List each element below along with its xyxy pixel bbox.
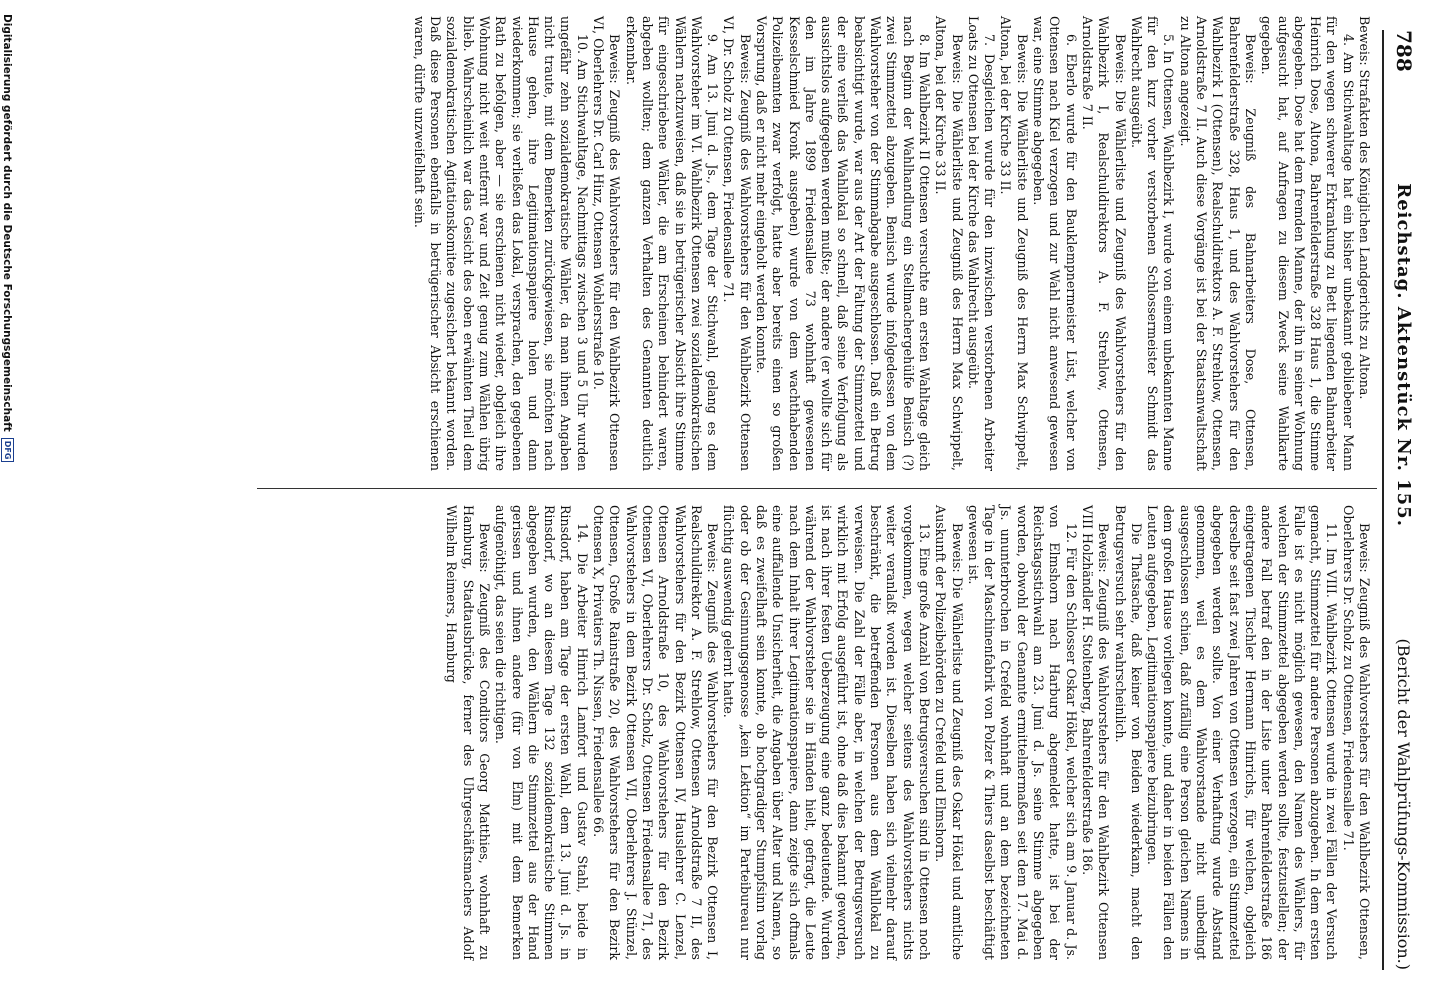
paragraph: Beweis: Zeugniß des Wahlvorstehers für den Wahlbezirk Ottensen VIII Holzhändler H. Stoltenberg, Bahrenfelderstraße 186.: [1079, 505, 1112, 960]
paragraph: 6. Eberlo wurde für den Bauklempnermeister Lüst, welcher von Ottensen nach Kiel verzogen und zur Wahl nicht anwesend gewesen war, eine Stimme abgegeben.: [1031, 16, 1079, 471]
paragraph: 14. Die Arbeiter Hinrich Lamfort und Gustav Stahl, beide in Rinsdorf, haben am Tage der ersten Wahl, dem 13. Juni d. Js. in Rinsdorf, wo an diesem Tage 132 sozialdemokratische Stimmen abgegeben wurden, den Wählern die Stimmzettel aus der Hand gerissen und ihnen andere (für von Elm) mit dem Bemerken aufgenöthigt, das seien die richtigen.: [493, 505, 590, 960]
dfg-logo-icon: DFG: [1, 438, 14, 463]
column-divider: [257, 488, 1377, 489]
paragraph: 8. Im Wahlbezirk II Ottensen versuchte am ersten Wahltage gleich nach Beginn der Wahlhandlung ein Stellmachergehülfe Benisch (?) zwei Stimmzettel abzugeben. Benisch wurde infolgedessen von dem Wahlvorsteher von der Stimmabgabe ausgeschlossen. Daß ein Betrug beabsichtigt wurde, war aus der Art der Faltung der Stimmzettel und der eine verließ das Wahllokal so schnell, daß seine Verfolgung als aussichtslos aufgegeben werden mußte; der andere (er wollte sich für den im Jahre 1899 Friedensallee 73 wohnhaft gewesenen Kesselschmied Kronk ausgeben) wurde von dem wachthabenden Polizeibeamten zwar verfolgt, hatte aber bereits einen so großen Vorsprung, daß er nicht mehr eingeholt werden konnte.: [754, 16, 932, 471]
digitization-footer: [0, 0, 14, 1000]
paragraph: 11. Im VIII. Wahlbezirk Ottensen wurde in zwei Fällen der Versuch gemacht, Stimmzettel für andere Personen abzugeben. In dem ersten Falle ist es nicht möglich gewesen, den Namen des Wählers, für welchen der Stimmzettel abgegeben werden sollte, festzustellen; der andere Fall betraf den in der Liste unter Bahrenfelderstraße 186 eingetragenen Tischler Hermann Hinrichs, für welchen, obgleich derselbe seit fast zwei Jahren von Ottensen verzogen, ein Stimmzettel abgegeben werden sollte. Von einer Verhaftung wurde Abstand genommen, weil es dem Wahlvorstande nicht unbedingt ausgeschlossen schien, daß zufällig eine Person gleichen Namens in dem großen Hause vorliegen konnte, und daher in beiden Fällen den Leuten aufgegeben, Legitimationspapiere beizubringen.: [1145, 505, 1340, 960]
right-column: [443, 505, 1372, 960]
paragraph: 10. Am Stichwahltage, Nachmittags zwischen 3 und 5 Uhr wurden ungefähr zehn sozialdemokratische Wähler, da man ihnen Angaben nicht traute, mit dem Bemerken zurückgewiesen, sie möchten nach Hause gehen, ihre Legitimationspapiere holen und dann wiederkommen; sie verließen das Lokal, versprachen, den gegebenen Rath zu befolgen, aber — sie erschienen nicht wieder, obgleich ihre Wohnung nicht weit entfernt war und Zeit genug zum Wählen übrig blieb. Wahrscheinlich war das Gesicht des oben erwähnten Theil dem sozialdemokratischen Agitationskomitee zugesichert bekannt worden. Daß diese Personen ebenfalls in betrügerischer Absicht erschienen waren, dürfte unzweifelhaft sein.: [411, 16, 590, 471]
paragraph: Beweis: Die Wählerliste und Zeugniß des Wahlvorstehers für den Wahlbezirk I, Realschuldirektors A. F. Strehlow, Ottensen, Arnoldstraße 7 II.: [1079, 16, 1128, 471]
page-header: [1382, 30, 1424, 970]
paragraph: 4. Am Stichwahltage hat ein bisher unbekannt gebliebener Mann für den wegen schwerer Erkrankung zu Bett liegenden Bahnarbeiter Heinrich Dose, Altona, Bahrenfelderstraße 328 Haus 1, die Stimme abgegeben. Dose hat dem fremden Manne, der ihn in seiner Wohnung aufgesucht hat, auf Anfragen zu diesem Zweck seine Wahlkarte gegeben.: [1259, 16, 1356, 471]
paragraph: Beweis: Zeugniß des Bahnarbeiters Dose, Ottensen, Bahrenfelderstraße 328, Haus 1, und des Wahlvorstehers für den Wahlbezirk I (Ottensen), Realschuldirektors A. F. Strehlow, Ottensen, Arnoldstraße 7 II. Auch diese Vorgänge ist bei der Staatsanwaltschaft zu Altona angezeigt.: [1177, 16, 1258, 471]
paragraph: Beweis: Zeugniß des Wahlvorstehers für den Bezirk Ottensen I, Realschuldirektor A. F. Strehlow, Ottensen Arnoldstraße 7 II, des Wahlvorstehers für den Bezirk Ottensen IV, Hauslehrer C. Lenzel, Ottensen Arnoldstraße 10, des Wahlvorstehers für den Bezirk Ottensen VI, Oberlehrers Dr. Scholz, Ottensen Friedensallee 71, des Wahlvorstehers in dem Bezirk Ottensen VII, Oberlehrers J. Stünzel, Ottensen, Große Rainstraße 20, des Wahlvorstehers für den Bezirk Ottensen X, Privatiers Th. Nissen, Friedensallee 66.: [591, 505, 721, 960]
paragraph: 9. Am 13. Juni d. Js., dem Tage der Stichwahl, gelang es dem Wahlvorsteher im VI. Wahlbezirk Ottensen zwei sozialdemokratischen Wählern nachzuweisen, daß sie in betrügerischer Absicht ihre Stimme für eingeschriebene Wähler, die am Erscheinen behindert waren, abgeben wollten; dem ganzen Verhalten des Genannten deutlich erkennbar.: [623, 16, 721, 471]
paragraph: Beweis: Die Wählerliste und Zeugniß des Herrn Max Schwippelt, Altona, bei der Kirche 33 II.: [998, 16, 1030, 471]
page-number: 788: [1392, 30, 1416, 72]
paragraph: Beweis: Zeugniß des Wahlvorstehers für den Wahlbezirk Ottensen, Oberlehrers Dr. Scholz zu Ottensen, Friedensallee 71.: [1340, 505, 1372, 960]
paragraph: 7. Desgleichen wurde für den inzwischen verstorbenen Arbeiter Loats zu Ottensen bei der Kirche das Wahlrecht ausgeübt.: [965, 16, 998, 471]
paragraph: Beweis: Die Wählerliste und Zeugniß des Herrn Max Schwippelt, Altona, bei der Kirche 33 II.: [933, 16, 965, 471]
paragraph: 13. Eine große Anzahl von Betrugsversuchen sind in Ottensen noch vorgekommen, wegen welcher seitens des Wahlvorstehers nichts weiter veranlaßt worden ist. Dieselben haben sich vielmehr darauf beschränkt, die betreffenden Personen aus dem Wahllokal zu verweisen. Die Zahl der Fälle aber, in welchen der Betrugsversuch wirklich mit Erfolg ausgeführt ist, ohne daß dies bekannt geworden, ist nach ihrer festen Ueberzeugung eine ganz bedeutende. Wurden während der Wahlvorsteher sie in Händen hielt, gefragt, die Leute nach dem Inhalt ihrer Legitimationspapiere, dann zeigte sich oftmals eine auffallende Unsicherheit, die Angaben über Alter und Namen, so daß es zweifelhaft sein konnte, ob hochgradiger Stumpfsinn vorlag oder ob der Gesinnungsgenosse „kein Lektion“ im Parteibureau nur flüchtig auswendig gelernt hatte.: [721, 505, 932, 960]
paragraph: 5. In Ottensen, Wahlbezirk I, wurde von einem unbekannten Manne für den kurz vorher verstorbenen Schlossermeister Schmidt das Wahlrecht ausgeübt.: [1128, 16, 1177, 471]
paragraph: Beweis: Zeugniß des Wahlvorstehers für den Wahlbezirk Ottensen VI, Dr. Scholz zu Ottensen, Friedensallee 71.: [721, 16, 753, 471]
paragraph: Beweis: Strafakten des Königlichen Landgerichts zu Altona.: [1357, 16, 1372, 400]
paragraph: Beweis: Die Wählerliste und Zeugniß des Oskar Hökel und amtliche Auskunft der Polizeibehörden zu Crefeld und Elmshorn.: [933, 505, 965, 960]
paragraph: Beweis: Zeugniß des Conditors Georg Matthies, wohnhaft zu Hamburg, Stadtausbrücke, ferner des Uhrgeschäftsmachers Adolf Wilhelm Reimers, Hamburg: [444, 505, 492, 960]
paragraph: Die Thatsache, daß keiner von Beiden wiederkam, macht den Betrugsversuch sehr wahrscheinlich.: [1112, 505, 1144, 960]
footer-text: Digitalisierung gefördert durch die Deutsche Forschungsgemeinschaft: [1, 14, 14, 432]
page-subtitle: (Bericht der Wahlprüfungs-Kommission.): [1394, 638, 1414, 970]
page-title: Reichstag. Aktenstück Nr. 155.: [1393, 183, 1415, 527]
paragraph: Beweis: Zeugniß des Wahlvorstehers für den Wahlbezirk Ottensen VI, Oberlehrers Dr. Carl Hinz, Ottensen Wohlersstraße 10.: [591, 16, 623, 471]
left-column: [410, 16, 1372, 471]
document-page: [112, 0, 1432, 1000]
paragraph: 12. Für den Schlosser Oskar Hökel, welcher sich am 9. Januar d. Js. von Elmshorn nach Harburg abgemeldet hatte, ist bei der Reichstagsstichwahl am 23. Juni d. Js. seine Stimme abgegeben worden, obwohl der Genannte ermittelnermaßen seit dem 17. Mai d. Js. ununterbrochen in Crefeld wohnhaft und an dem bezeichneten Tage in der Maschinenfabrik von Polzer & Thiers daselbst beschäftigt gewesen ist.: [965, 505, 1079, 960]
